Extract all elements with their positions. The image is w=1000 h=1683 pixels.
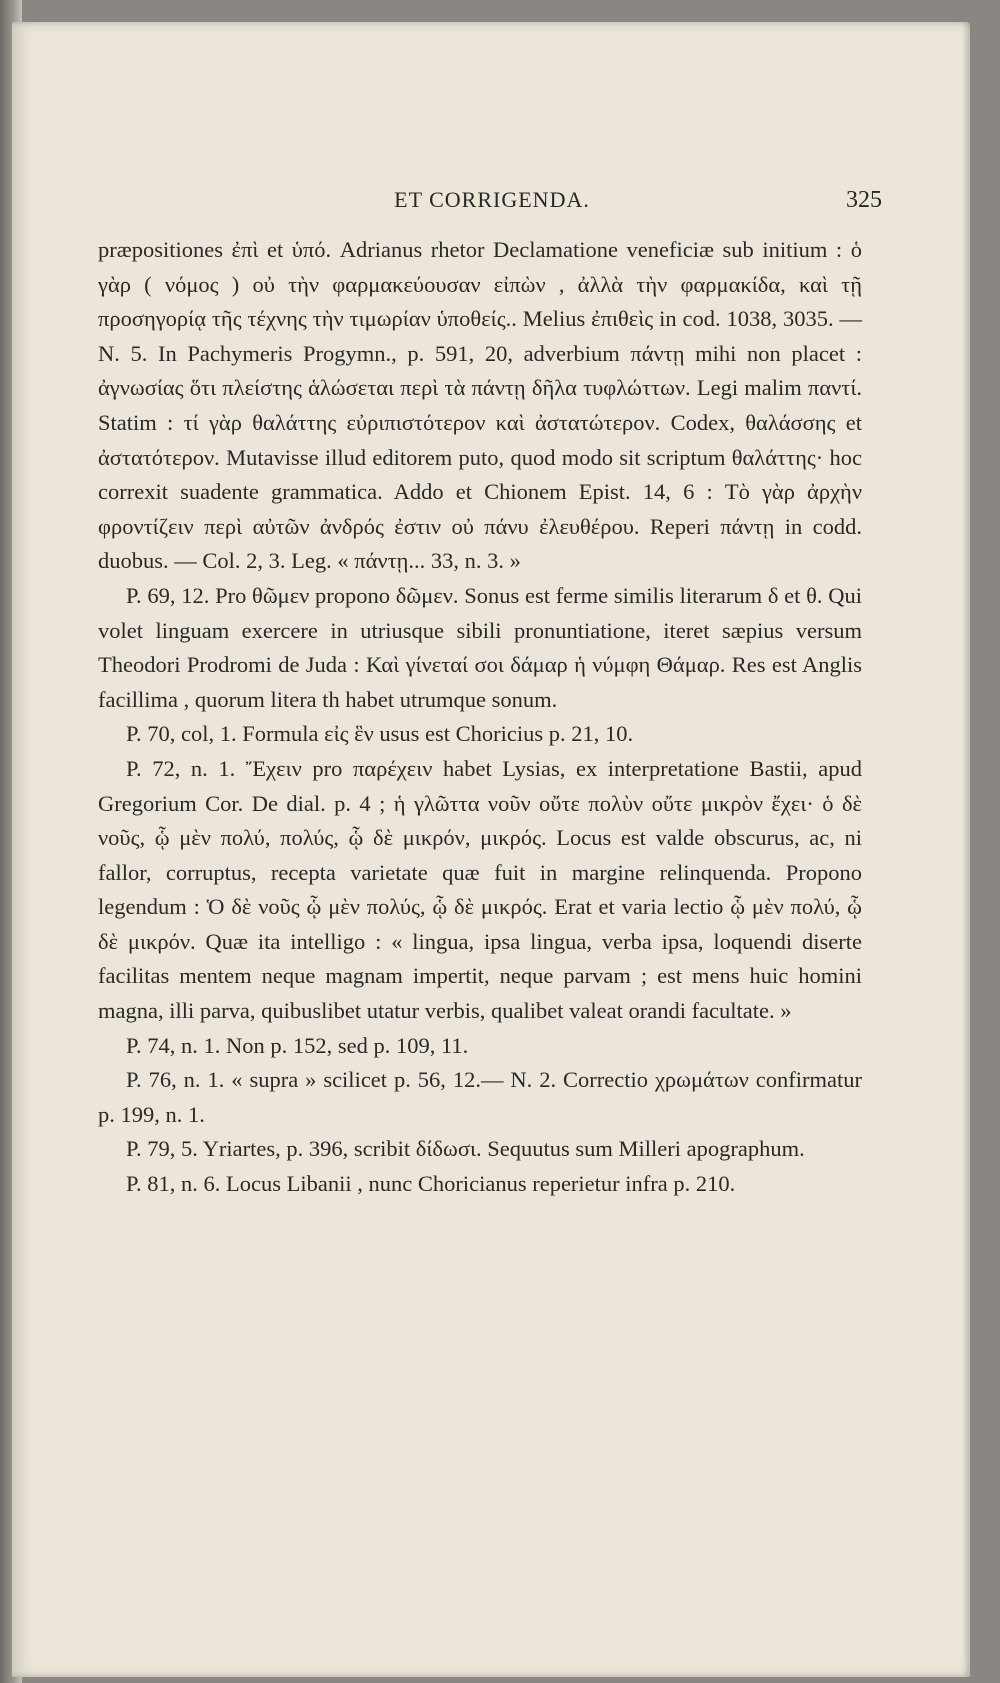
paragraph-p69: P. 69, 12. Pro θῶμεν propono δῶμεν. Sonus est ferme similis literarum δ et θ. Qui volet linguam exercere in utriusque sibili pronuntiatione, iteret sæpius versum Theodori Prodromi de Juda : Καὶ γίνεταί σοι δάμαρ ἡ νύμφη Θάμαρ. Res est Anglis facillima , quorum litera th habet utrumque sonum. (98, 582, 862, 712)
paragraph-p72: P. 72, n. 1. Ἔχειν pro παρέχειν habet Lysias, ex interpretatione Bastii, apud Gregorium Cor. De dial. p. 4 ; ἡ γλῶττα νοῦν οὔτε πολὺν οὔτε μικρὸν ἔχει· ὁ δὲ νοῦς, ᾧ μὲν πολύ, πολύς, ᾧ δὲ μικρόν, μικρός. Locus est valde obscurus, ac, ni fallor, corruptus, recepta varietate quæ fuit in margine relinquenda. Propono legendum : Ὁ δὲ νοῦς ᾧ μὲν πολύς, ᾧ δὲ μικρός. Erat et varia lectio ᾧ μὲν πολύ, ᾧ δὲ μικρόν. Quæ ita intelligo : « lingua, ipsa lingua, verba ipsa, loquendi diserte facilitas mentem neque magnam impertit, neque parvam ; est mens huic homini magna, illi parva, quibuslibet utatur verbis, qualibet valeat orandi facultate. » (98, 755, 862, 1024)
paragraph-p70: P. 70, col, 1. Formula εἰς ἓν usus est Choricius p. 21, 10. (126, 721, 634, 747)
paragraph-p76: P. 76, n. 1. « supra » scilicet p. 56, 12.— N. 2. Correctio χρωμάτων confirmatur p. 199, n. 1. (98, 1067, 862, 1127)
running-head (82, 187, 902, 227)
body-text (82, 233, 902, 1202)
page-content (82, 187, 902, 1202)
paragraph-p81: P. 81, n. 6. Locus Libanii , nunc Choricianus reperietur infra p. 210. (126, 1171, 736, 1197)
running-title: ET CORRIGENDA. (394, 187, 590, 212)
page-number: 325 (846, 187, 882, 213)
paragraph-continuation: præpositiones ἐπὶ et ὑπό. Adrianus rhetor Declamatione veneficiæ sub initium : ὁ γὰρ ( νόμος ) οὐ τὴν φαρμακεύουσαν εἰπὼν , ἀλλὰ τὴν φαρμακίδα, καὶ τῇ προσηγορίᾳ τῆς τέχνης τὴν τιμωρίαν ὑποθείς.. Melius ἐπιθεὶς in cod. 1038, 3035. — N. 5. In Pachymeris Progymn., p. 591, 20, adverbium πάντῃ mihi non placet : ἀγνωσίας ὅτι πλείστης ἁλώσεται περὶ τὰ πάντῃ δῆλα τυφλώττων. Legi malim παντί. Statim : τί γὰρ θαλάττης εὐριπιστότερον καὶ ἀστατώτερον. Codex, θαλάσσης et ἀστατότερον. Mutavisse illud editorem puto, quod modo sit scriptum θαλάττης· hoc correxit suadente grammatica. Addo et Chionem Epist. 14, 6 : Τὸ γὰρ ἀρχὴν φροντίζειν περὶ αὐτῶν ἀνδρός ἐστιν οὐ πάνυ ἐλευθέρου. Reperi πάντῃ in codd. duobus. — Col. 2, 3. Leg. « πάντῃ... 33, n. 3. » (98, 237, 862, 574)
paragraph-p79: P. 79, 5. Yriartes, p. 396, scribit δίδωσι. Sequutus sum Milleri apographum. (126, 1136, 805, 1162)
paragraph-p74: P. 74, n. 1. Non p. 152, sed p. 109, 11. (126, 1032, 469, 1058)
book-page (12, 22, 970, 1677)
